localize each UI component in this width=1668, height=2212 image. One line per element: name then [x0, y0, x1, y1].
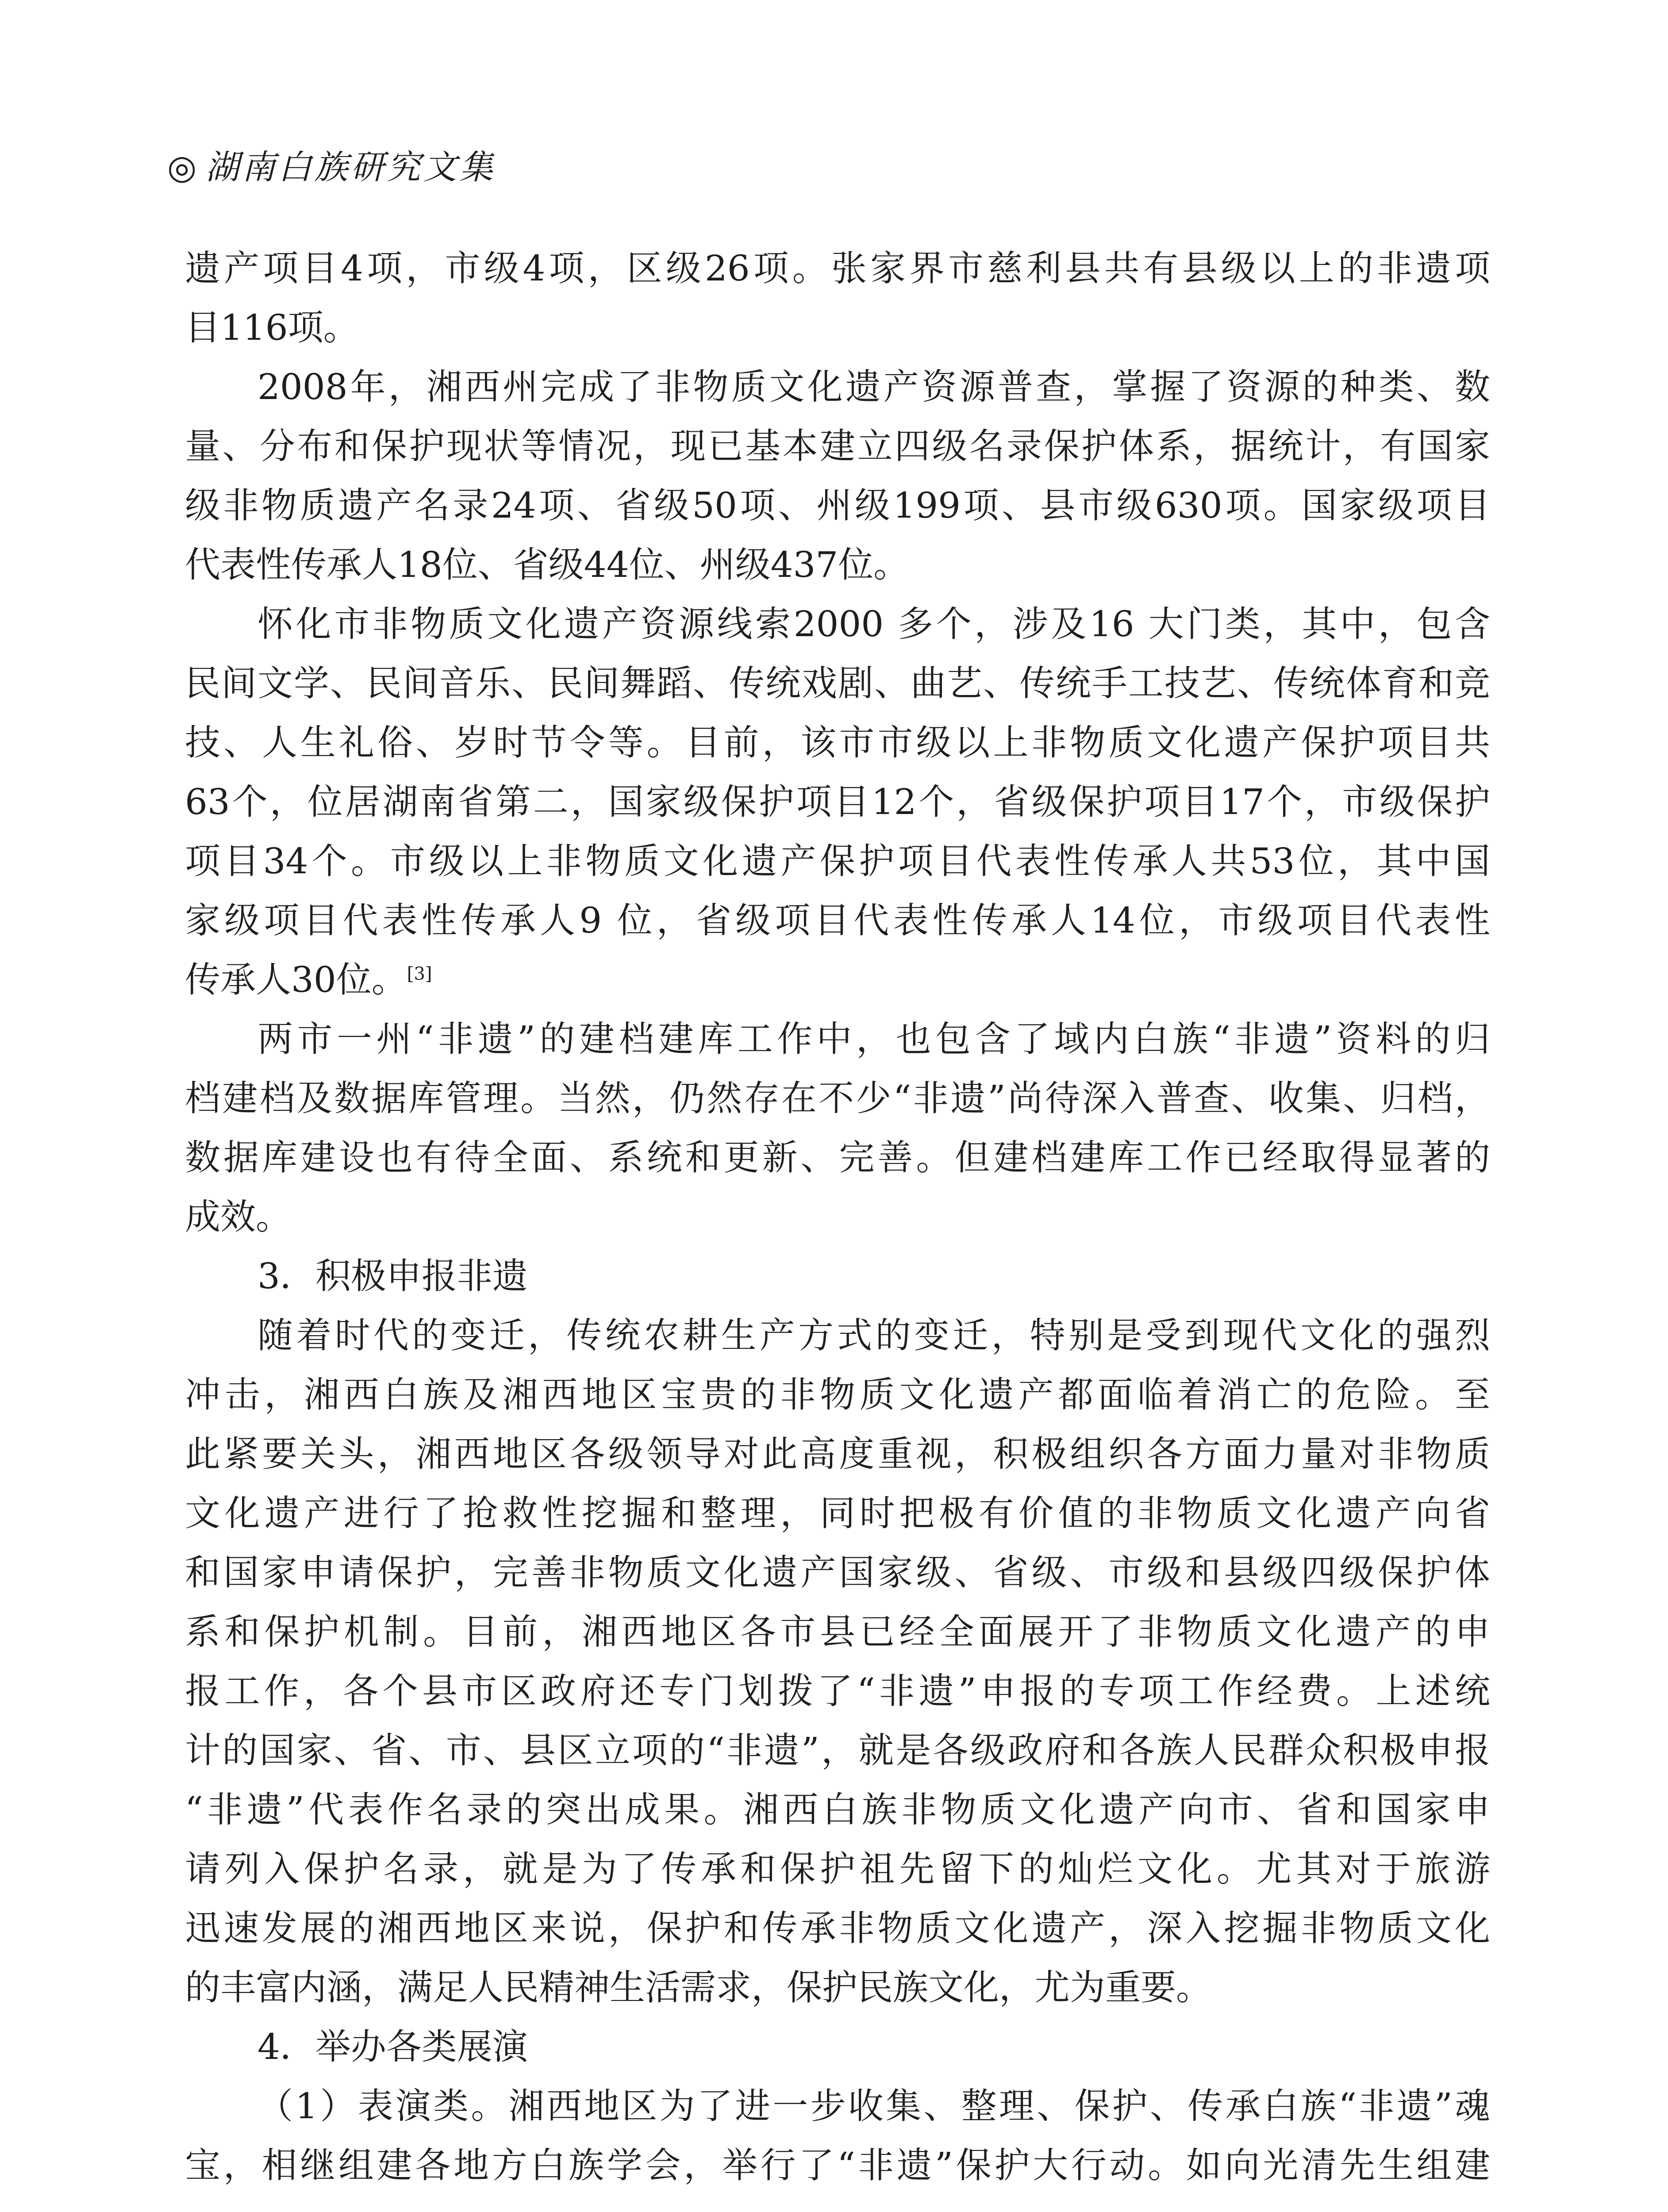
- line-text: 代表性传承人18位、省级44位、州级437位。: [185, 544, 909, 585]
- line-text: 成效。: [185, 1196, 291, 1237]
- citation-marker: [3]: [407, 964, 432, 984]
- text-line: [185, 1010, 1490, 1069]
- line-text: 迅速发展的湘西地区来说，保护和传承非物质文化遗产，深入挖掘非物质文化: [185, 1908, 1490, 1949]
- text-line: [185, 950, 1490, 1010]
- text-line: [185, 1662, 1490, 1721]
- line-text: “非遗”代表作名录的突出成果。湘西白族非物质文化遗产向市、省和国家申: [185, 1789, 1490, 1830]
- line-text: 项目34个。市级以上非物质文化遗产保护项目代表性传承人共53位，其中国: [185, 841, 1490, 882]
- line-text: 遗产项目4项，市级4项，区级26项。张家界市慈利县共有县级以上的非遗项: [185, 248, 1490, 289]
- text-line: [185, 357, 1490, 417]
- line-text: 量、分布和保护现状等情况，现已基本建立四级名录保护体系，据统计，有国家: [185, 426, 1490, 467]
- line-text: 冲击，湘西白族及湘西地区宝贵的非物质文化遗产都面临着消亡的危险。至: [185, 1374, 1490, 1415]
- line-text: 系和保护机制。目前，湘西地区各市县已经全面展开了非物质文化遗产的申: [185, 1611, 1490, 1652]
- text-line: [185, 1780, 1490, 1839]
- text-line: [185, 1128, 1490, 1187]
- line-text: （1）表演类。湘西地区为了进一步收集、整理、保护、传承白族“非遗”魂: [258, 2085, 1490, 2127]
- text-line: [185, 417, 1490, 476]
- text-line: [185, 2017, 1490, 2077]
- line-text: 报工作，各个县市区政府还专门划拨了“非遗”申报的专项工作经费。上述统: [185, 1671, 1490, 1712]
- text-line: [185, 1543, 1490, 1602]
- text-line: [185, 891, 1490, 950]
- line-text: 的丰富内涵，满足人民精神生活需求，保护民族文化，尤为重要。: [185, 1967, 1211, 2008]
- line-text: 文化遗产进行了抢救性挖掘和整理，同时把极有价值的非物质文化遗产向省: [185, 1493, 1490, 1534]
- line-text: 和国家申请保护，完善非物质文化遗产国家级、省级、市级和县级四级保护体: [185, 1552, 1490, 1593]
- line-text: 家级项目代表性传承人9 位，省级项目代表性传承人14位，市级项目代表性: [185, 900, 1490, 941]
- text-line: [185, 832, 1490, 891]
- line-text: 计的国家、省、市、县区立项的“非遗”，就是各级政府和各族人民群众积极申报: [185, 1730, 1490, 1771]
- line-text: 民间文学、民间音乐、民间舞蹈、传统戏剧、曲艺、传统手工技艺、传统体育和竞: [185, 663, 1490, 704]
- line-text: 4．举办各类展演: [258, 2026, 528, 2067]
- text-line: [185, 239, 1490, 298]
- text-line: [185, 1958, 1490, 2017]
- line-text: 随着时代的变迁，传统农耕生产方式的变迁，特别是受到现代文化的强烈: [258, 1315, 1490, 1356]
- text-line: [185, 1899, 1490, 1958]
- text-line: [185, 298, 1490, 357]
- line-text: 两市一州“非遗”的建档建库工作中，也包含了域内白族“非遗”资料的归: [258, 1018, 1490, 1060]
- text-line: [185, 595, 1490, 654]
- book-title: 湖南白族研究文集: [205, 147, 496, 187]
- text-line: [185, 713, 1490, 772]
- circle-mark-icon: ◎: [167, 147, 200, 187]
- body-text: [185, 239, 1490, 2195]
- text-line: [185, 1425, 1490, 1484]
- text-line: [185, 1602, 1490, 1662]
- text-line: [185, 476, 1490, 535]
- line-text: 数据库建设也有待全面、系统和更新、完善。但建档建库工作已经取得显著的: [185, 1137, 1490, 1178]
- line-text: 档建档及数据库管理。当然，仍然存在不少“非遗”尚待深入普查、收集、归档，: [185, 1078, 1490, 1119]
- text-line: [185, 1484, 1490, 1543]
- text-line: [185, 1187, 1490, 1247]
- running-header: [167, 146, 496, 188]
- line-text: 2008年，湘西州完成了非物质文化遗产资源普查，掌握了资源的种类、数: [258, 366, 1490, 407]
- line-text: 此紧要关头，湘西地区各级领导对此高度重视，积极组织各方面力量对非物质: [185, 1433, 1490, 1475]
- line-text: 技、人生礼俗、岁时节令等。目前，该市市级以上非物质文化遗产保护项目共: [185, 722, 1490, 763]
- text-line: [185, 1721, 1490, 1780]
- line-text: 怀化市非物质文化遗产资源线索2000 多个，涉及16 大门类，其中，包含: [258, 603, 1490, 645]
- text-line: [185, 2077, 1490, 2136]
- text-line: [185, 1306, 1490, 1365]
- text-line: [185, 2136, 1490, 2195]
- text-line: [185, 772, 1490, 832]
- text-line: [185, 1839, 1490, 1899]
- line-text: 3．积极申报非遗: [258, 1256, 528, 1297]
- text-line: [185, 1365, 1490, 1425]
- text-line: [185, 1069, 1490, 1128]
- text-line: [185, 535, 1490, 595]
- line-text: 请列入保护名录，就是为了传承和保护祖先留下的灿烂文化。尤其对于旅游: [185, 1848, 1490, 1889]
- line-text: 传承人30位。: [185, 959, 407, 1000]
- text-line: [185, 654, 1490, 713]
- text-line: [185, 1247, 1490, 1306]
- line-text: 级非物质遗产名录24项、省级50项、州级199项、县市级630项。国家级项目: [185, 485, 1490, 526]
- line-text: 目116项。: [185, 307, 359, 348]
- line-text: 宝，相继组建各地方白族学会，举行了“非遗”保护大行动。如向光清先生组建: [185, 2145, 1490, 2186]
- line-text: 63个，位居湖南省第二，国家级保护项目12个，省级保护项目17个，市级保护: [185, 781, 1490, 822]
